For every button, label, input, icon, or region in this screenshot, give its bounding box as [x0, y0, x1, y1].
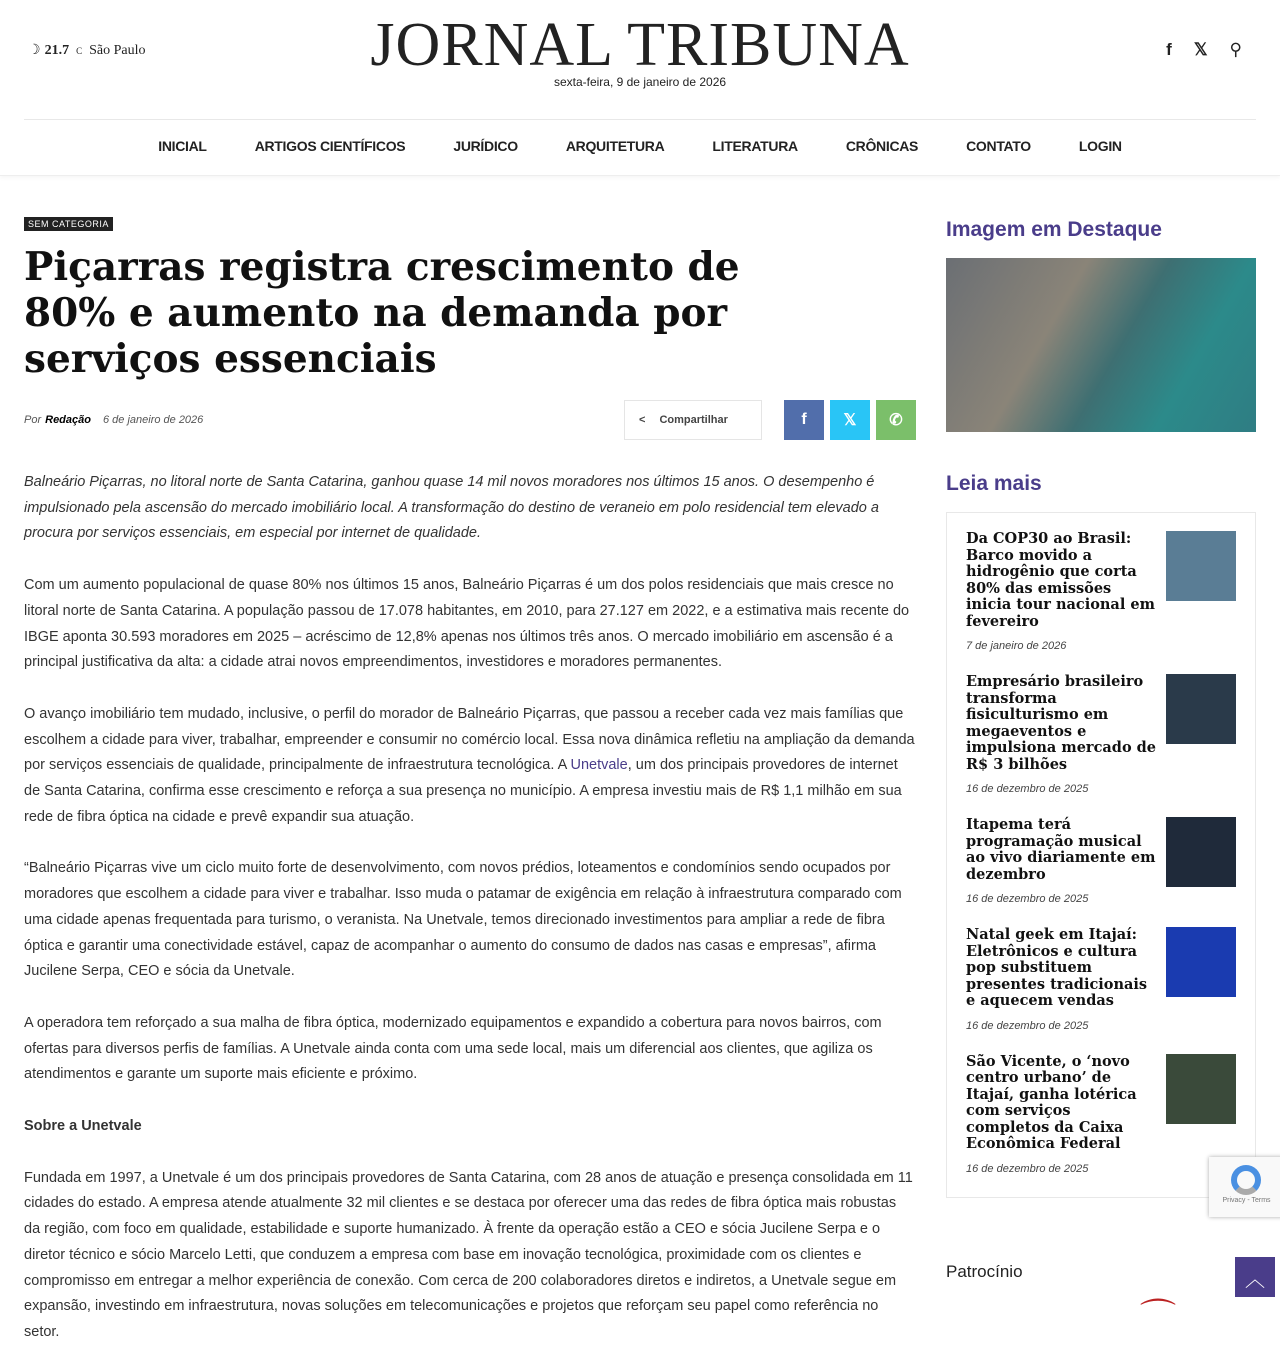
item-date: 16 de dezembro de 2025 [966, 1162, 1089, 1175]
nav-contato[interactable]: CONTATO [966, 138, 1031, 154]
recaptcha-badge[interactable]: Privacy - Terms [1209, 1157, 1280, 1217]
nav-juridico[interactable]: JURÍDICO [453, 138, 518, 154]
nav-login[interactable]: LOGIN [1078, 138, 1122, 154]
share-icon: < [639, 414, 646, 426]
list-item[interactable] [966, 817, 1236, 905]
featured-image[interactable] [946, 258, 1256, 432]
facebook-icon: f [801, 411, 807, 428]
sponsor-logo[interactable]: ⌒ [1140, 1296, 1177, 1337]
article-meta: Por Redação 6 de janeiro de 2026 < Compartilhar f 𝕏 ✆ [24, 400, 916, 440]
nav-arquitetura[interactable]: ARQUITETURA [565, 138, 665, 154]
nav-literatura[interactable]: LITERATURA [712, 138, 798, 154]
nav-cronicas[interactable]: CRÔNICAS [845, 138, 919, 154]
share-facebook-button[interactable] [784, 400, 824, 440]
list-item[interactable] [966, 1054, 1236, 1175]
list-item[interactable] [966, 927, 1236, 1032]
item-date: 7 de janeiro de 2026 [966, 640, 1067, 652]
whatsapp-icon: ✆ [889, 412, 903, 429]
item-thumbnail[interactable] [1166, 674, 1236, 744]
unetvale-link[interactable]: Unetvale [570, 757, 628, 774]
item-title[interactable]: Empresário brasileiro transforma fisiculturismo em megaeventos e impulsiona mercado de R$ 3 bilhões [966, 673, 1157, 773]
current-date: sexta-feira, 9 de janeiro de 2026 [553, 75, 727, 89]
weather-widget: ☽ 21.7 C São Paulo [28, 43, 146, 58]
share-whatsapp-button[interactable] [876, 400, 916, 440]
share-button[interactable]: < Compartilhar [624, 400, 762, 440]
sponsor-title: Patrocínio [946, 1262, 1023, 1281]
x-icon: 𝕏 [843, 412, 857, 429]
article-body: Com um aumento populacional de quase 80% nos últimos 15 anos, Balneário Piçarras é um dos polos residenciais que mais cresce no litoral norte de Santa Catarina. A população passou de 17.078 habitantes, em 2010, para 27.127 em 2022, e a estimativa mais recente do IBGE aponta 30.593 moradores em 2025 – acréscimo de 12,8% apenas nos últimos três anos. O mercado imobiliário em ascensão é a principal justificativa da alta: a cidade atrai novos empreendimentos, investidores e moradores permanentes. O avanço imobiliário tem mudado, inclusive, o perfil do morador de Balneário Piçarras, que passou a receber cada vez mais famílias que escolhem a cidade para viver, trabalhar, empreender e consumir no comércio local. Essa nova dinâmica refletiu na ampliação da demanda por serviços essenciais de qualidade, principalmente de infraestrutura tecnológica. A Unetvale, um dos principais provedores de internet de Santa Catarina, confirma esse crescimento e reforça a sua presença no município. A empresa investiu mais de R$ 1,1 milhão em sua rede de fibra óptica na cidade e prevê expandir sua atuação. “Balneário Piçarras vive um ciclo muito forte de desenvolvimento, com novos prédios, loteamentos e condomínios sendo ocupados por moradores que escolhem a cidade para viver e trabalhar. Isso muda o patamar de exigência em relação à infraestrutura comparado com uma cidade apenas frequentada para turismo, o veranista. Na Unetvale, temos direcionado investimentos para ampliar a rede de fibra óptica e garantir uma conectividade estável, capaz de acompanhar o aumento do consumo de dados nas casas e empresas”, afirma Jucilene Serpa, CEO e sócia da Unetvale. A operadora tem reforçado a sua malha de fibra óptica, modernizado equipamentos e expandido a cobertura para novos bairros, com ofertas para diversos perfis de famílias. A Unetvale ainda conta com uma sede local, mais um diferencial aos clientes, que agiliza os atendimentos e garante um suporte mais eficiente e próximo. Sobre a Unetvale Fundada em 1997, a Unetvale é um dos principais provedores de Santa Catarina, com 28 anos de atuação e presença consolidada em 11 cidades do estado. A empresa atende atualmente 32 mil clientes e se destaca por oferecer uma das redes de fibra óptica mais robustas da região, com foco em qualidade, estabilidade e suporte humanizado. À frente da operação estão a CEO e sócia Jucilene Serpa e o diretor técnico e sócio Marcelo Letti, que conduzem a empresa com base em inovação tecnológica, proximidade com os clientes e compromisso em entregar a melhor experiência de conexão. Com cerca de 200 colaboradores diretos e indiretos, a Unetvale segue em expansão, investindo em infraestrutura, novas soluções em telecomunicações e projetos que reforçam seu papel como referência no setor. [24, 577, 915, 1340]
nav-artigos[interactable]: ARTIGOS CIENTÍFICOS [254, 138, 406, 154]
nav-inicial[interactable]: INICIAL [158, 138, 207, 154]
item-title[interactable]: Itapema terá programação musical ao vivo diariamente em dezembro [966, 816, 1156, 883]
share-x-button[interactable] [830, 400, 870, 440]
moon-icon: ☽ [28, 43, 41, 58]
category-badge[interactable]: SEM CATEGORIA [24, 217, 113, 231]
read-more-list [946, 512, 1256, 1198]
item-title[interactable]: Natal geek em Itajaí: Eletrônicos e cultura pop substituem presentes tradicionais e aquecem vendas [966, 926, 1148, 1009]
article-title: Piçarras registra crescimento de 80% e aumento na demanda por serviços essenciais [24, 244, 740, 382]
list-item[interactable] [966, 674, 1236, 795]
sidebar [946, 218, 1256, 1198]
x-icon[interactable]: 𝕏 [1193, 40, 1208, 59]
list-item[interactable] [966, 531, 1236, 652]
item-date: 16 de dezembro de 2025 [966, 783, 1089, 795]
item-date: 16 de dezembro de 2025 [966, 1019, 1089, 1032]
main-nav [0, 138, 1280, 154]
chevron-up-icon: ︿ [1245, 1268, 1265, 1291]
author-link[interactable]: Redação [45, 414, 91, 426]
item-thumbnail[interactable] [1166, 927, 1236, 997]
subheading: Sobre a Unetvale [24, 1118, 142, 1135]
item-date: 16 de dezembro de 2025 [966, 893, 1089, 905]
read-more-title: Leia mais [946, 472, 1042, 495]
item-title[interactable]: Da COP30 ao Brasil: Barco movido a hidrogênio que corta 80% das emissões inicia tour nacional em fevereiro [966, 530, 1155, 630]
back-to-top-button[interactable] [1235, 1257, 1275, 1297]
item-thumbnail[interactable] [1166, 531, 1236, 601]
featured-title: Imagem em Destaque [946, 218, 1162, 241]
article [24, 214, 916, 1346]
facebook-icon[interactable]: f [1166, 40, 1172, 59]
item-title[interactable]: São Vicente, o ‘novo centro urbano’ de Itajaí, ganha lotérica com serviços completos da Caixa Econômica Federal [966, 1052, 1137, 1152]
site-header [0, 0, 1280, 176]
search-icon[interactable]: ⚲ [1229, 40, 1242, 59]
item-thumbnail[interactable] [1166, 817, 1236, 887]
recaptcha-icon [1231, 1165, 1261, 1195]
article-date: 6 de janeiro de 2026 [102, 414, 204, 426]
item-thumbnail[interactable] [1166, 1054, 1236, 1124]
site-logo[interactable]: JORNAL TRIBUNA [370, 11, 910, 79]
article-lead: Balneário Piçarras, no litoral norte de Santa Catarina, ganhou quase 14 mil novos moradores nos últimos 15 anos. O desempenho é impulsionado pela ascensão do mercado imobiliário local. A transformação do destino de veraneio em polo residencial tem elevado a procura por serviços essenciais, em especial por internet de qualidade. [24, 474, 879, 542]
divider [24, 119, 1256, 120]
